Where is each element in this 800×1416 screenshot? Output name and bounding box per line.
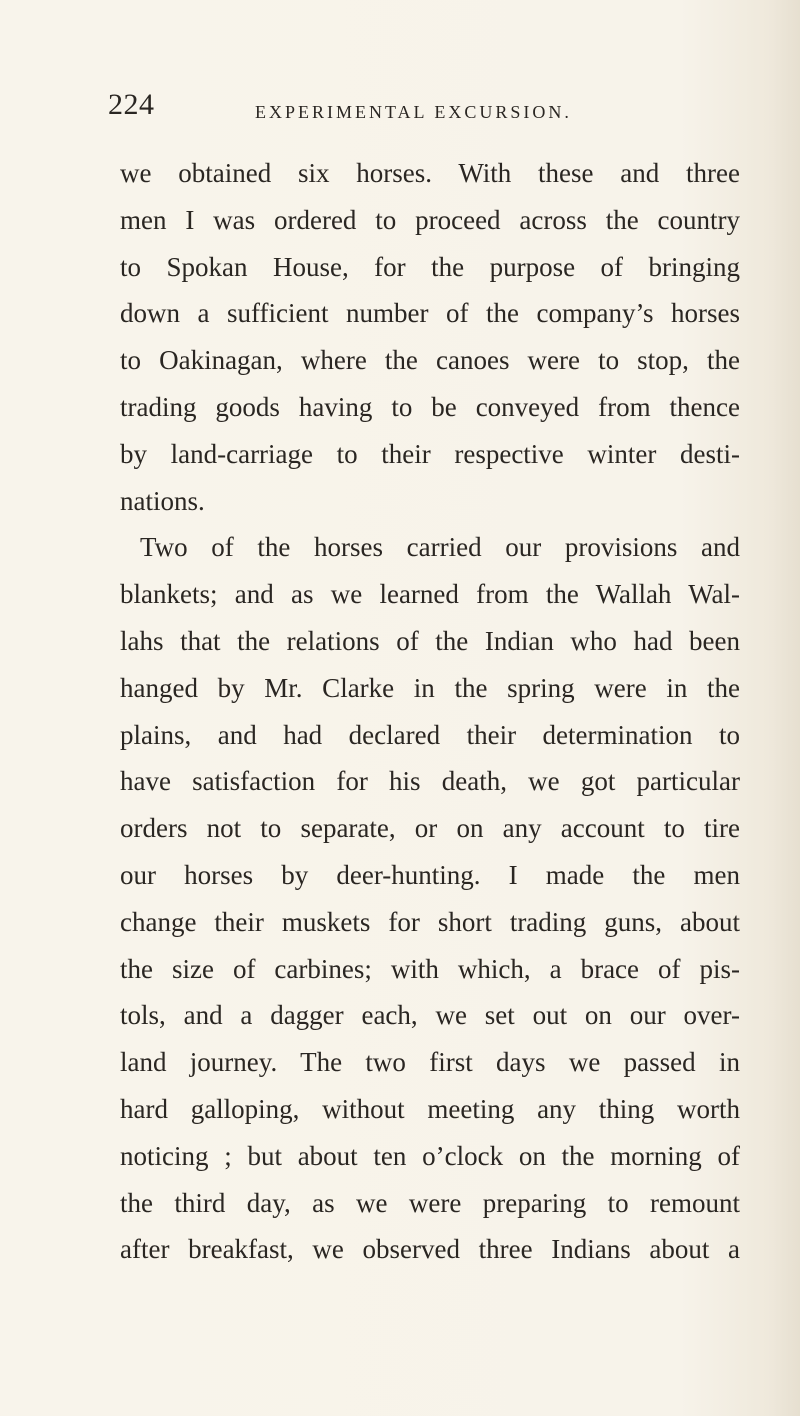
running-head	[108, 88, 748, 128]
text-line: trading goods having to be conveyed from thence	[120, 391, 740, 422]
text-line: we obtained six horses. With these and three	[120, 158, 740, 188]
text-line: noticing ; but about ten o’clock on the morning of	[120, 1140, 740, 1171]
page-number: 224	[108, 88, 155, 121]
text-line: men I was ordered to proceed across the country	[120, 204, 740, 235]
text-line: our horses by deer-hunting. I made the men	[120, 859, 740, 890]
text-line: plains, and had declared their determination to	[120, 719, 740, 750]
text-line: Two of the horses carried our provisions and	[140, 532, 740, 563]
text-line: hanged by Mr. Clarke in the spring were in the	[120, 672, 740, 703]
text-line: hard galloping, without meeting any thing worth	[120, 1093, 740, 1124]
text-line: to Spokan House, for the purpose of bringing	[120, 251, 740, 282]
text-line: after breakfast, we observed three Indians about a	[120, 1234, 740, 1265]
text-line: to Oakinagan, where the canoes were to stop, the	[120, 345, 740, 376]
text-line: have satisfaction for his death, we got particular	[120, 766, 740, 797]
text-line: the size of carbines; with which, a brace of pis-	[120, 953, 740, 984]
text-line: nations.	[120, 485, 205, 516]
text-line: blankets; and as we learned from the Wallah Wal-	[120, 579, 740, 610]
body-text	[120, 150, 740, 1273]
text-line: change their muskets for short trading guns, about	[120, 906, 740, 937]
text-line: by land-carriage to their respective winter desti-	[120, 438, 740, 469]
text-line: tols, and a dagger each, we set out on our over-	[120, 1000, 740, 1031]
text-line: the third day, as we were preparing to remount	[120, 1187, 740, 1218]
text-line: down a sufficient number of the company’s horses	[120, 298, 740, 329]
text-line: land journey. The two first days we passed in	[120, 1047, 740, 1078]
text-line: orders not to separate, or on any account to tire	[120, 813, 740, 844]
running-title: EXPERIMENTAL EXCURSION.	[255, 102, 572, 122]
text-line: lahs that the relations of the Indian who had been	[120, 625, 740, 656]
